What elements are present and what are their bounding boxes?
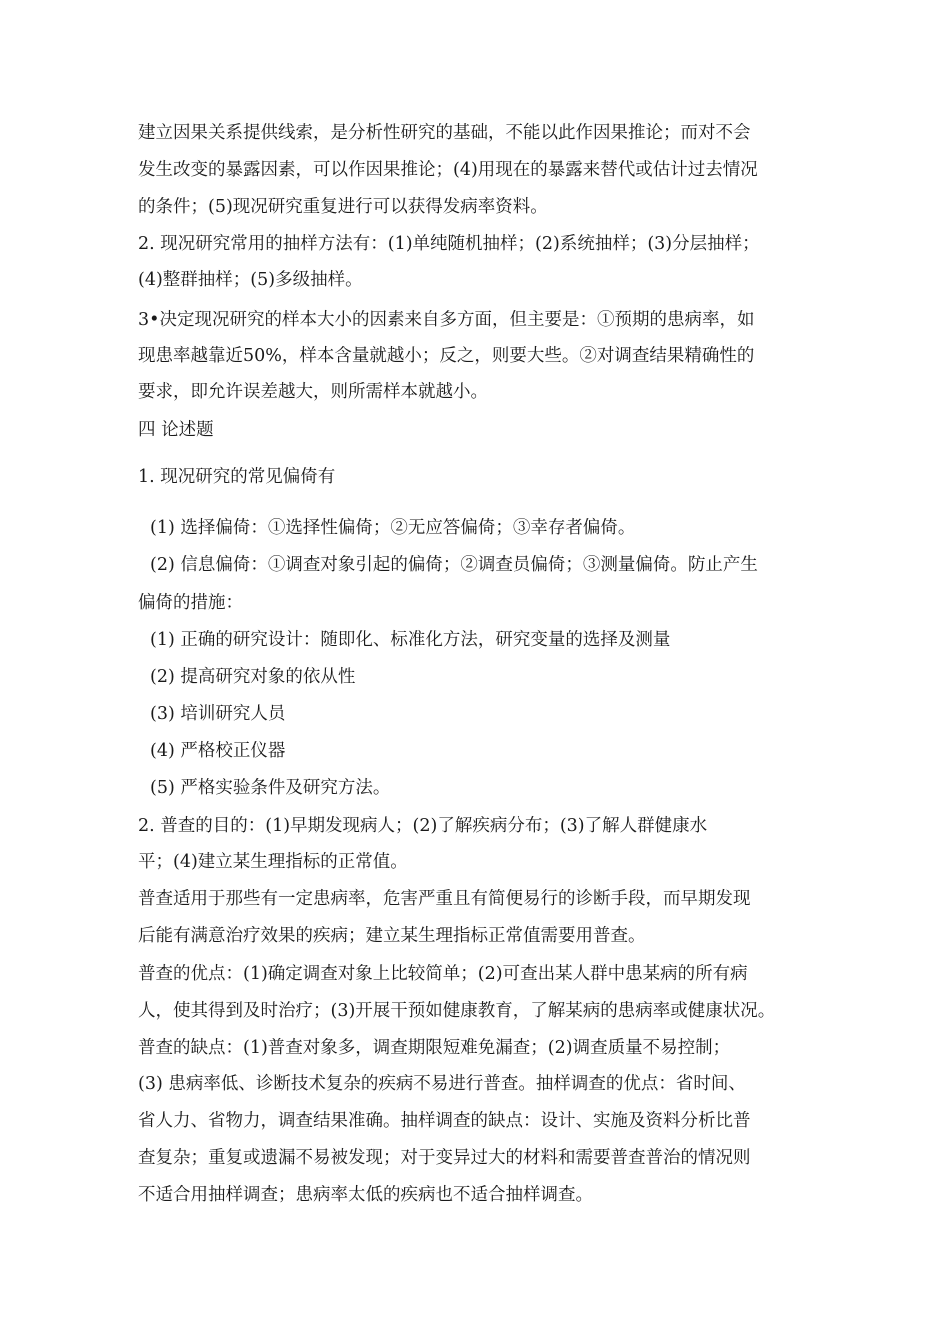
list-item: (1) 选择偏倚：①选择性偏倚；②无应答偏倚；③幸存者偏倚。 [150, 518, 636, 538]
paragraph-line: 3•决定现况研究的样本大小的因素来自多方面，但主要是：①预期的患病率，如 [138, 310, 755, 330]
list-item: (1) 正确的研究设计：随即化、标准化方法，研究变量的选择及测量 [150, 630, 671, 650]
section-heading: 四 论述题 [138, 420, 214, 440]
list-item: (3) 培训研究人员 [150, 704, 286, 724]
question-heading: 2. 普查的目的：(1)早期发现病人；(2)了解疾病分布；(3)了解人群健康水 [138, 816, 708, 836]
paragraph-line: 普查的缺点：(1)普查对象多，调查期限短难免漏查；(2)调查质量不易控制； [138, 1038, 731, 1058]
list-item: (2) 提高研究对象的依从性 [150, 667, 356, 687]
paragraph-line: 不适合用抽样调查；患病率太低的疾病也不适合抽样调查。 [138, 1185, 593, 1205]
question-heading: 1. 现况研究的常见偏倚有 [138, 467, 336, 487]
paragraph-line: 2. 现况研究常用的抽样方法有：(1)单纯随机抽样；(2)系统抽样；(3)分层抽样； [138, 234, 760, 254]
paragraph-line: 普查适用于那些有一定患病率，危害严重且有简便易行的诊断手段，而早期发现 [138, 889, 751, 909]
paragraph-line: 的条件；(5)现况研究重复进行可以获得发病率资料。 [138, 197, 548, 217]
paragraph-line: 普查的优点：(1)确定调查对象上比较简单；(2)可查出某人群中患某病的所有病 [138, 964, 748, 984]
list-item: (5) 严格实验条件及研究方法。 [150, 778, 391, 798]
paragraph-line: (4)整群抽样；(5)多级抽样。 [138, 270, 363, 290]
list-item: (4) 严格校正仪器 [150, 741, 286, 761]
paragraph-line: 平；(4)建立某生理指标的正常值。 [138, 852, 408, 872]
paragraph-line: 现患率越靠近50%，样本含量就越小；反之，则要大些。②对调查结果精确性的 [138, 346, 755, 366]
paragraph-line: 发生改变的暴露因素，可以作因果推论；(4)用现在的暴露来替代或估计过去情况 [138, 160, 758, 180]
list-item: (2) 信息偏倚：①调查对象引起的偏倚；②调查员偏倚；③测量偏倚。防止产生 [150, 555, 758, 575]
paragraph-line: 偏倚的措施： [138, 593, 243, 613]
paragraph-line: 人，使其得到及时治疗；(3)开展干预如健康教育，了解某病的患病率或健康状况。 [138, 1001, 776, 1021]
paragraph-line: 后能有满意治疗效果的疾病；建立某生理指标正常值需要用普查。 [138, 926, 646, 946]
paragraph-line: (3) 患病率低、诊断技术复杂的疾病不易进行普查。抽样调查的优点：省时间、 [138, 1074, 746, 1094]
paragraph-line: 要求，即允许误差越大，则所需样本就越小。 [138, 382, 488, 402]
paragraph-line: 查复杂；重复或遗漏不易被发现；对于变异过大的材料和需要普查普治的情况则 [138, 1148, 751, 1168]
paragraph-line: 建立因果关系提供线索，是分析性研究的基础，不能以此作因果推论；而对不会 [138, 123, 751, 143]
paragraph-line: 省人力、省物力，调查结果准确。抽样调查的缺点：设计、实施及资料分析比普 [138, 1111, 751, 1131]
